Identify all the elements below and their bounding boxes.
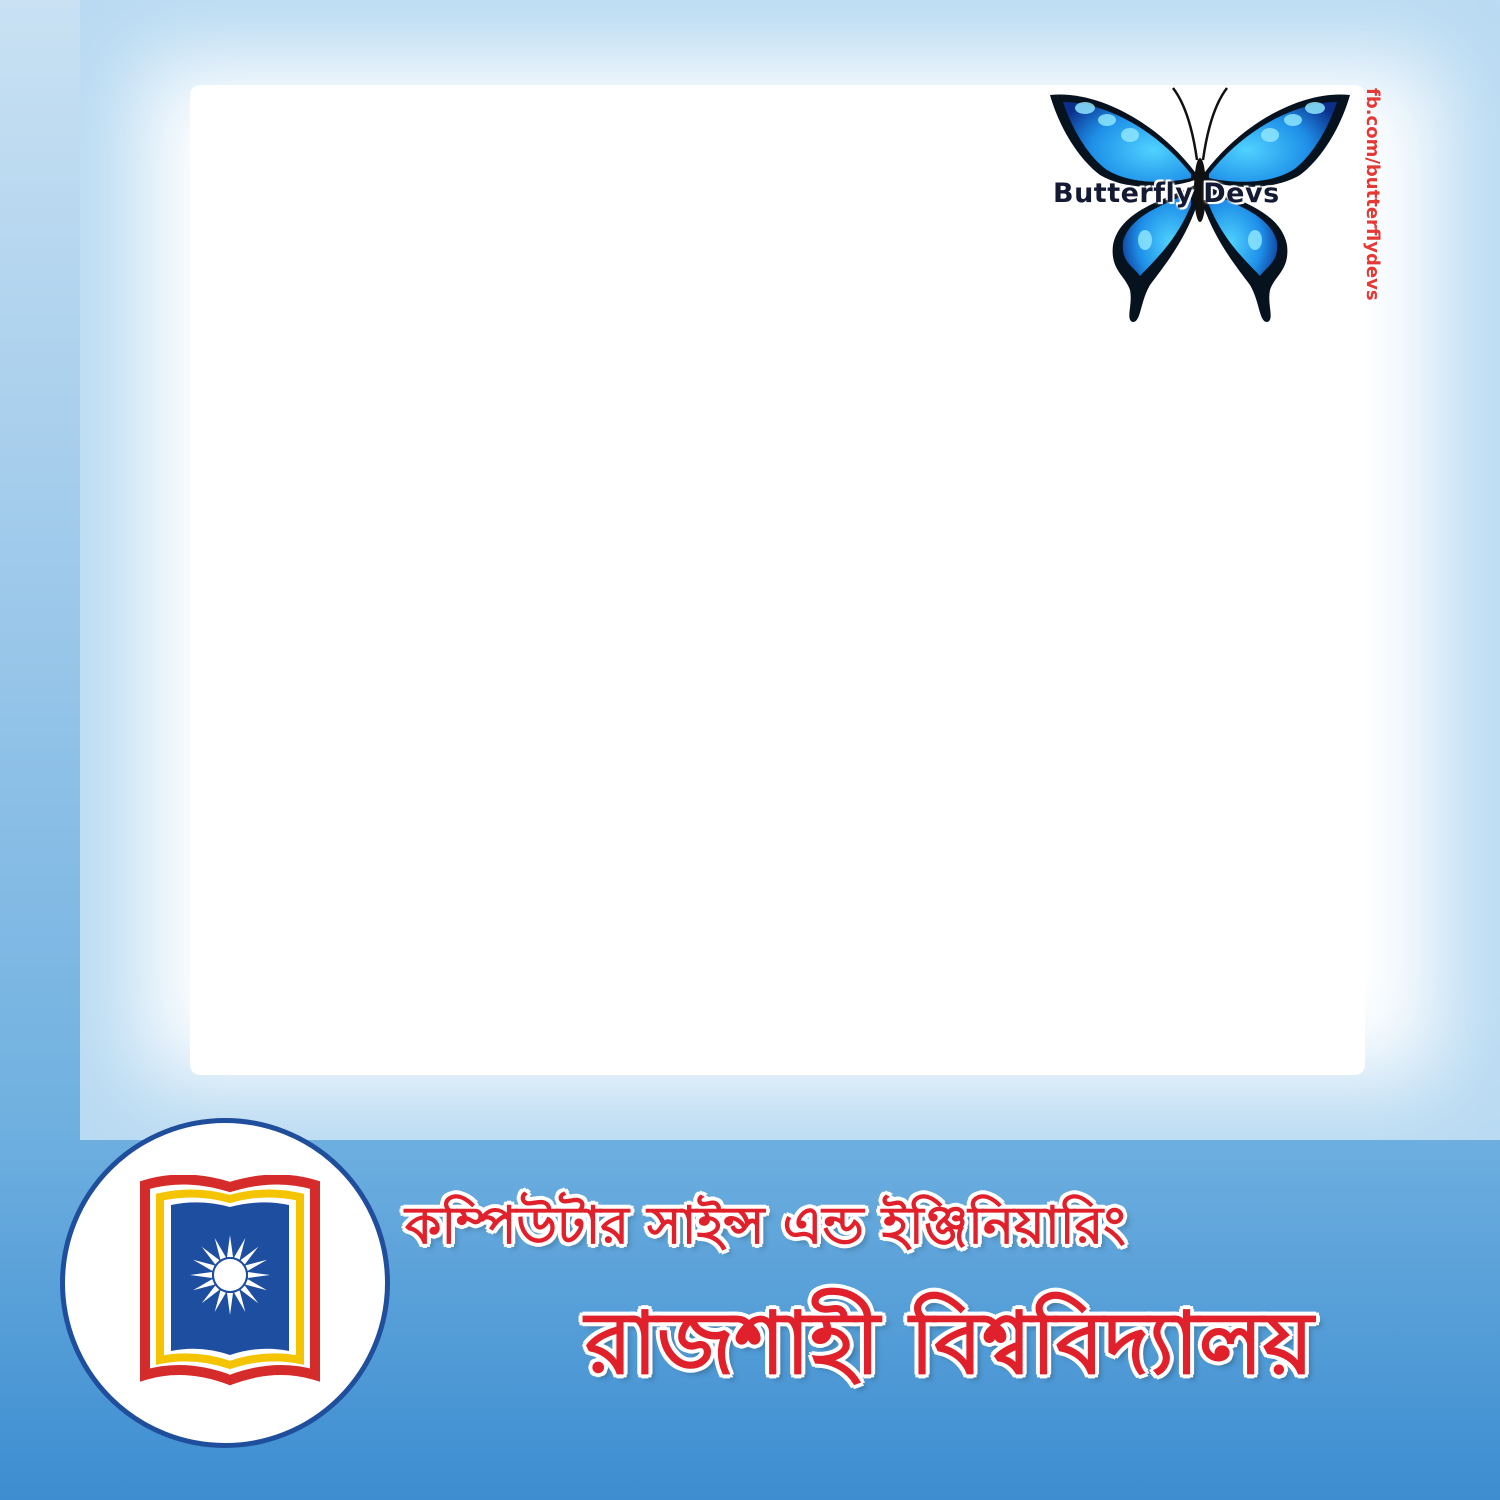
brand-name: Butterfly Devs	[1053, 178, 1280, 209]
university-seal	[60, 1118, 390, 1448]
department-title: কম্পিউটার সাইন্স এন্ড ইঞ্জিনিয়ারিং	[405, 1196, 1126, 1256]
butterfly-devs-logo	[1045, 80, 1355, 330]
university-logo-icon	[135, 1175, 325, 1390]
university-title: রাজশাহী বিশ্ববিদ্যালয়	[585, 1294, 1314, 1394]
facebook-link[interactable]: fb.com/butterflydevs	[1362, 88, 1383, 301]
